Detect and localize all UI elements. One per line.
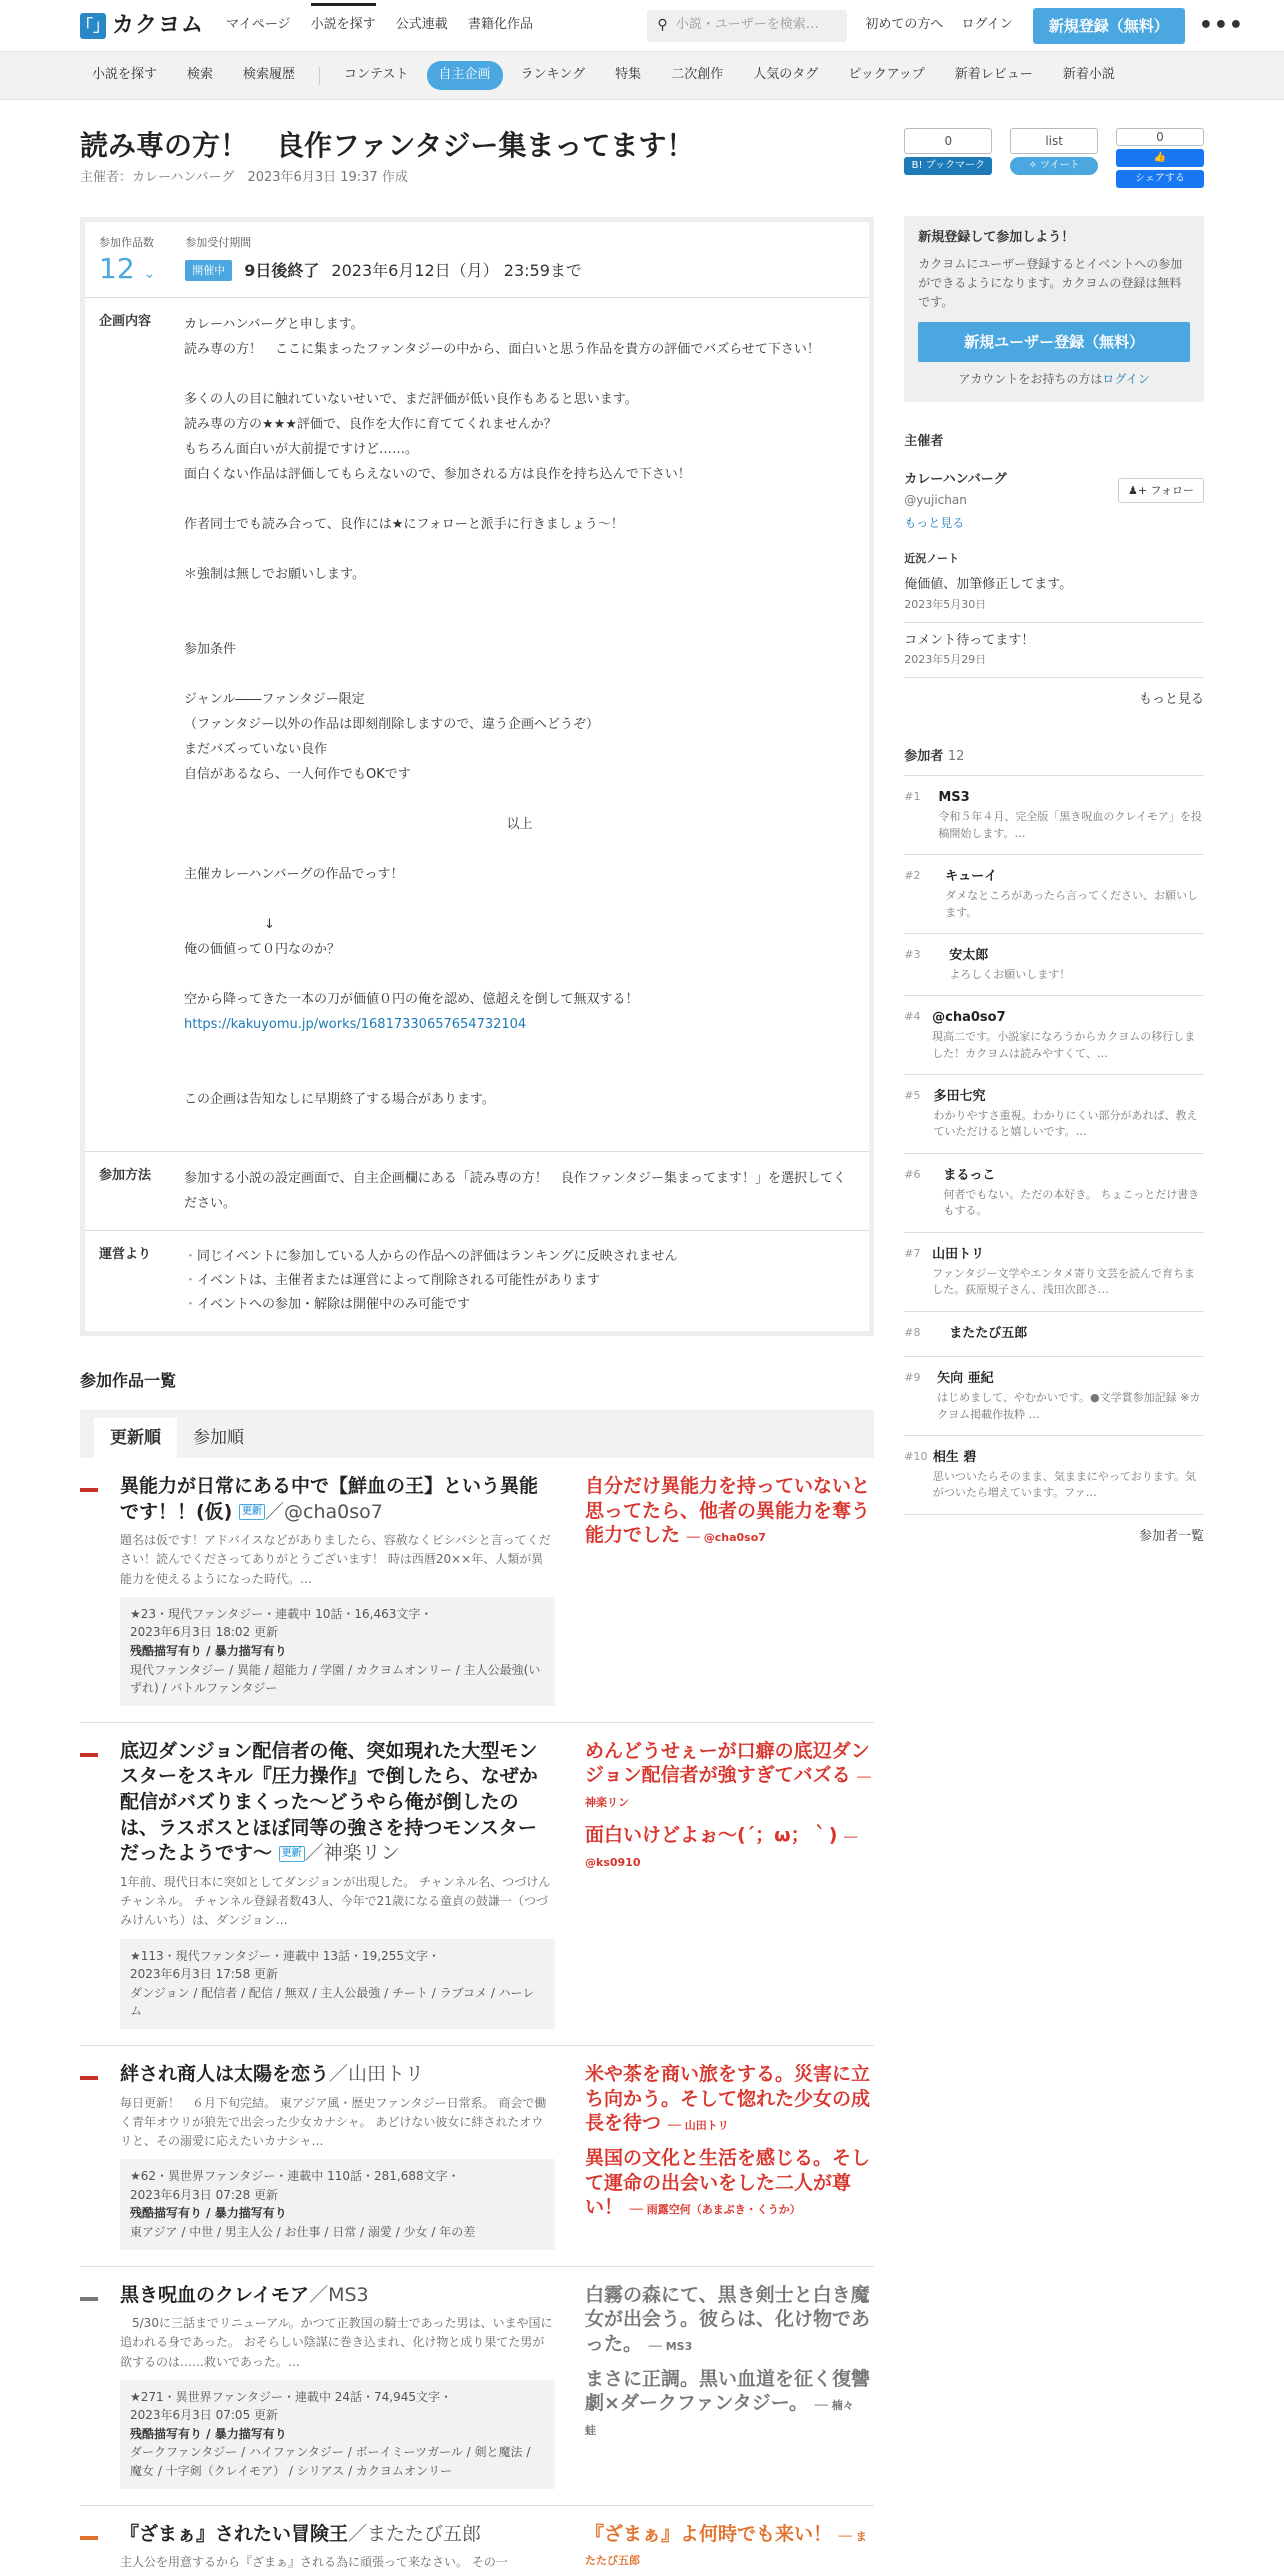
description-line: 参加条件: [184, 642, 237, 658]
description-line: 空から降ってきた一本の刀が価値０円の俺を認め、億超えを倒して無双する！: [184, 992, 639, 1008]
description-line: [184, 662, 855, 687]
participant-name[interactable]: 相生 碧: [932, 1450, 977, 1466]
work-author[interactable]: ／山田トリ: [329, 2062, 425, 2085]
review-catchphrase[interactable]: まさに正調。黒い血道を征く復讐劇×ダークファンタジー。 ── 楠々 蛙: [585, 2367, 871, 2437]
participant-name[interactable]: @cha0so7: [932, 1010, 1006, 1026]
participant-bio: はじめまして、やむかいです。●文学賞参加記録 ※カクヨム掲載作抜粋 …: [937, 1391, 1201, 1421]
review-author: ── 山田トリ: [667, 2119, 729, 2133]
review-author: ── @ks0910: [585, 1830, 858, 1869]
work-description: 5/30に三話までリニューアル。かつて正教国の騎士であった男は、いまや国に追われる身であった。 おそらしい陰謀に巻き込まれ、化け物と成り果てた男が欲するのは……救いであった。…: [120, 2316, 553, 2369]
work-title-text[interactable]: 黒き呪血のクレイモア: [120, 2283, 310, 2306]
work-title-text[interactable]: 絆され商人は太陽を恋う: [120, 2062, 330, 2085]
divider: [319, 67, 320, 85]
description-line: 読み専の方の★★★評価で、良作を大作に育ててくれませんか？: [184, 417, 557, 433]
participant-item[interactable]: [904, 1436, 1204, 1515]
main-column: [80, 128, 874, 2568]
site-header: [0, 0, 1284, 52]
participant-item[interactable]: [904, 1357, 1204, 1436]
work-title[interactable]: [120, 2522, 555, 2548]
participant-item[interactable]: [904, 1154, 1204, 1233]
participant-rank: #7: [904, 1246, 921, 1260]
description-line: [184, 587, 855, 612]
work-item: [80, 1458, 874, 1723]
description-line: [184, 487, 855, 512]
participant-item[interactable]: [904, 1075, 1204, 1154]
work-description: 1年前、現代日本に突如としてダンジョンが出現した。 チャンネル名、つづけんチャンネル。 チャンネル登録者数43人、今年で21歳になる童貞の鼓謙一（つづみけんいち）は、ダンジョン…: [120, 1874, 551, 1928]
work-title[interactable]: [120, 2283, 555, 2309]
review-catchphrase[interactable]: 異国の文化と生活を感じる。そして運命の出会いをした二人が尊い！ ── 雨露空何（あまぶき・くうか）: [585, 2146, 871, 2219]
review-catchphrase[interactable]: 白霧の森にて、黒き剣士と白き魔女が出会う。彼らは、化け物であった。 ── MS3: [585, 2283, 871, 2355]
participant-item[interactable]: [904, 996, 1204, 1075]
work-body: [98, 1474, 555, 1706]
more-menu-icon[interactable]: •••: [1198, 12, 1244, 38]
search-input[interactable]: ⚲ 小説・ユーザーを検索…: [647, 10, 847, 42]
subnav-new-novels[interactable]: 新着小説: [1062, 67, 1115, 83]
work-info2: 2023年6月3日 07:28 更新: [130, 2187, 279, 2202]
entry-period: 参加受付期間 開催中 9日後終了 2023年6月12日（月） 23:59まで: [185, 236, 582, 280]
review-author: ── 楠々 蛙: [585, 2399, 865, 2437]
tab-joined[interactable]: 参加順: [193, 1427, 244, 1448]
participant-rank: #2: [904, 869, 921, 883]
description-line: [184, 962, 855, 987]
nav-mypage[interactable]: マイページ: [226, 17, 291, 33]
follow-button[interactable]: ♟+ フォロー: [1118, 478, 1204, 504]
subnav-search[interactable]: 検索: [187, 67, 214, 83]
work-main: [80, 1474, 555, 1706]
work-main: [80, 1739, 555, 2029]
work-info: [120, 2159, 555, 2249]
description-line: カレーハンバーグと申します。: [184, 317, 364, 333]
facebook-share-button[interactable]: 0 👍 シェアする: [1116, 128, 1204, 188]
work-info: [120, 1939, 555, 2029]
participant-name[interactable]: 安太郎: [949, 948, 989, 964]
subnav-history[interactable]: 検索履歴: [243, 67, 296, 83]
like-icon: 👍: [1116, 149, 1204, 167]
description-line: まだバズっていない良作: [184, 742, 328, 758]
notes-heading: 近況ノート: [904, 551, 959, 565]
participants-list: [904, 776, 1204, 1514]
description-line: [184, 537, 855, 562]
work-info2: 2023年6月3日 18:02 更新: [130, 1625, 279, 1640]
description-line: [184, 612, 855, 637]
work-color-bar: [80, 2297, 98, 2301]
tab-updated[interactable]: 更新順: [94, 1418, 177, 1458]
review-catchphrase[interactable]: 米や茶を商い旅をする。災害に立ち向かう。そして惚れた少女の成長を待つ ── 山田トリ: [585, 2062, 871, 2135]
participant-rank: #5: [904, 1089, 921, 1103]
work-description: 題名は仮です！アドバイスなどがありましたら、容赦なくビシバシと言ってください！読んでくださってありがとうございます！ 時は西暦20××年、人類が異能力を使えるようになった時代。…: [120, 1533, 551, 1586]
participant-bio: ダメなところがあったら言ってください、お願いします。: [945, 889, 1199, 919]
subnav-features[interactable]: 特集: [615, 67, 642, 83]
participant-rank: #6: [904, 1167, 921, 1181]
participant-rank: #1: [904, 790, 921, 804]
work-author[interactable]: ／MS3: [309, 2283, 369, 2306]
work-info2: 2023年6月3日 17:58 更新: [130, 1967, 279, 1982]
entry-count[interactable]: 参加作品数 12 ⌄: [99, 236, 156, 285]
logo-text: カクヨム: [112, 12, 205, 38]
review-catchphrase[interactable]: 『ざまぁ』よ何時でも来い！ ── またたび五郎: [585, 2522, 867, 2568]
participant-bio: 思いついたらそのまま、気ままにやっております。気がついたら増えています。ファ…: [932, 1469, 1196, 1500]
review-catchphrase[interactable]: 自分だけ異能力を持っていないと思ってたら、他者の異能力を奪う能力でした ── @cha0so7: [585, 1474, 871, 1547]
participant-name[interactable]: 山田トリ: [932, 1246, 985, 1262]
nav-official[interactable]: 公式連載: [395, 17, 448, 33]
work-item: [80, 2506, 874, 2568]
work-title-text[interactable]: 『ざまぁ』されたい冒険王: [120, 2522, 349, 2545]
how-to-join: 参加方法 参加する小説の設定画面で、自主企画欄にある「読み専の方！ 良作ファンタジー集まってます！」を選択してください。: [85, 1151, 869, 1230]
logo-mark: 「」: [80, 13, 106, 39]
note-item[interactable]: 俺価値、加筆修正してます。 2023年5月30日: [904, 567, 1204, 622]
work-info1: ★113・現代ファンタジー・連載中 13話・19,255文字・: [130, 1948, 441, 1963]
description-line: 作者同士でも読み合って、良作には★にフォローと派手に行きましょう〜！: [184, 517, 624, 533]
participant-bio: 現高二です。小説家になろうからカクヨムの移行しました！カクヨムは読みやすくて、…: [932, 1030, 1196, 1060]
work-info2: 2023年6月3日 07:05 更新: [130, 2408, 279, 2423]
updated-badge: 更新: [239, 1504, 265, 1520]
work-tags: ダンジョン / 配信者 / 配信 / 無双 / 主人公最強 / チート / ラブコメ / ハーレム: [130, 1985, 535, 2019]
work-info: [120, 2380, 555, 2489]
work-description: 主人公を用意するから『ざまぁ』される為に頑張って来なさい。 その一: [120, 2555, 508, 2568]
sidebar: 0 B! ブックマーク list ✧ ツイート 0 👍 シェアする 新規登録して参加しよう！ カクヨムにユーザー登録するとイベントへの参加ができるようになります。カクヨムの登録は無料です。 新規ユーザー登録（無料） アカウントをお持ちの方はログイン 主催者 カレーハンバーグ @yujichan ♟+ フォロー もっと見る 近況ノート 俺価値、加筆修正してます。 2023年5月30日 コメント待ってます！ 2023年5月29日 もっと見る 参加者 12 #1 MS3 令和５年４月、完全版「黒き呪血のクレイモア」を投稿開始します。… #2 キューイ ダメなところがあったら言ってください、お願いします。 #3 安太郎 よろしくお願いします！ #4 @cha0so7 現高二です。小説家になろうからカクヨムの移行しました！カクヨムは読みやすくて、… #5 多田七究 わかりやすさ重視。わかりにくい部分があれば、教えていただけると嬉しいです。… #6 まるっこ 何者でもない。ただの本好き。 ちょこっとだけ書きもする。 #7 山田トリ ファンタジー文学やエンタメ寄り文芸を読んで育ちました。荻原規子さん、浅田次郎さ… #8 またたび五郎 #9 矢向 亜紀 はじめまして、やむかいです。●文学賞参加記録 ※カクヨム掲載作抜粋 … #10 相生 碧 思いついたらそのまま、気ままにやっております。気がついたら増えています。ファ… 参加者一覧: [904, 128, 1204, 2568]
work-main: [80, 2522, 555, 2568]
tweet-button[interactable]: list ✧ ツイート: [1010, 128, 1098, 188]
work-body: [98, 2283, 555, 2489]
participant-name[interactable]: 多田七究: [933, 1089, 986, 1105]
register-user-button[interactable]: 新規ユーザー登録（無料）: [918, 322, 1190, 362]
description-line: 俺の価値って０円なのか？: [184, 942, 341, 958]
subnav-user-events[interactable]: 自主企画: [427, 61, 503, 90]
participant-item[interactable]: [904, 1233, 1204, 1312]
chevron-down-icon: ⌄: [143, 265, 156, 282]
review-author: ── またたび五郎: [585, 2529, 867, 2568]
work-info: [120, 1597, 555, 1706]
share-buttons: [904, 128, 1204, 188]
work-author[interactable]: ／神楽リン: [304, 1842, 400, 1865]
participant-name[interactable]: キューイ: [945, 869, 998, 885]
hatena-bookmark-button[interactable]: 0 B! ブックマーク: [904, 128, 992, 188]
updated-badge: 更新: [279, 1846, 305, 1862]
sort-tabs: [80, 1410, 874, 1458]
work-tags: 現代ファンタジー / 異能 / 超能力 / 学園 / カクヨムオンリー / 主人公最強(いずれ) / バトルファンタジー: [130, 1662, 541, 1696]
work-link[interactable]: https://kakuyomu.jp/works/16817330657654732104: [184, 1017, 527, 1033]
description-line: もちろん面白いが大前提ですけど……。: [184, 442, 419, 458]
work-title[interactable]: [120, 1739, 555, 1867]
page-title: 読み専の方！ 良作ファンタジー集まってます！: [80, 129, 695, 162]
work-item: [80, 2267, 874, 2506]
participants-all-link[interactable]: 参加者一覧: [1138, 1528, 1204, 1544]
status-badge: 開催中: [185, 260, 232, 282]
work-reviews: [555, 1474, 874, 1706]
search-icon: ⚲: [657, 17, 668, 34]
work-title-text[interactable]: 異能力が日常にある中で【鮮血の王】という異能です！！(仮): [120, 1474, 539, 1523]
participant-name[interactable]: またたび五郎: [949, 1325, 1028, 1341]
work-reviews: [555, 2283, 874, 2489]
host-more-link[interactable]: もっと見る: [904, 516, 965, 531]
work-title[interactable]: [120, 2062, 555, 2088]
work-item: [80, 1723, 874, 2046]
subnav-fanfic[interactable]: 二次創作: [671, 67, 724, 83]
participant-rank: #3: [904, 948, 921, 962]
description-line: 自信があるなら、一人何作でもOKです: [184, 767, 411, 783]
work-title-text[interactable]: 底辺ダンジョン配信者の俺、突如現れた大型モンスターをスキル『圧力操作』で倒したら、なぜか配信がバズりまくった〜どうやら俺が倒したのは、ラスボスとほぼ同等の強さを持つモンスターだったようです〜: [120, 1739, 538, 1865]
work-color-bar: [80, 2536, 98, 2540]
participant-rank: #8: [904, 1325, 921, 1339]
review-author: ── 雨露空何（あまぶき・くうか）: [629, 2203, 801, 2217]
work-info1: ★62・異世界ファンタジー・連載中 110話・281,688文字・: [130, 2169, 460, 2184]
participant-rank: #10: [904, 1450, 928, 1464]
subnav-tags[interactable]: 人気のタグ: [753, 67, 819, 83]
participant-item[interactable]: [904, 855, 1204, 934]
participant-name[interactable]: 矢向 亜紀: [937, 1371, 994, 1387]
review-catchphrase[interactable]: 面白いけどよぉ〜(´；ω；｀) ── @ks0910: [585, 1823, 858, 1869]
work-main: [80, 2283, 555, 2489]
nav-books[interactable]: 書籍化作品: [467, 17, 533, 33]
participant-bio: 令和５年４月、完全版「黒き呪血のクレイモア」を投稿開始します。…: [938, 810, 1202, 840]
participant-item[interactable]: [904, 776, 1204, 855]
work-color-bar: [80, 2076, 98, 2080]
admin-notice: 運営より ・ 同じイベントに参加している人からの作品への評価はランキングに反映されません ・ イベントは、主催者または運営によって削除される可能性があります ・ イベントへの参加・解除は開催中のみ可能です: [85, 1230, 869, 1331]
participant-name[interactable]: まるっこ: [943, 1167, 996, 1183]
participant-item[interactable]: [904, 934, 1204, 996]
works-list: [80, 1458, 874, 2568]
review-author: ── MS3: [648, 2339, 693, 2353]
work-info1: ★271・異世界ファンタジー・連載中 24話・74,945文字・: [130, 2389, 453, 2404]
review-author: ── 神楽リン: [585, 1771, 871, 1810]
first-time-link[interactable]: 初めての方へ: [865, 17, 944, 33]
twitter-icon: ✧: [1028, 160, 1037, 171]
note-item[interactable]: コメント待ってます！ 2023年5月29日: [904, 623, 1204, 678]
participant-bio: 何者でもない。ただの本好き。 ちょこっとだけ書きもする。: [943, 1187, 1200, 1218]
description-line: 面白くない作品は評価してもらえないので、参加される方は良作を持ち込んで下さい！: [184, 467, 691, 483]
work-tags: 東アジア / 中世 / 男主人公 / お仕事 / 日常 / 溺愛 / 少女 / 年の差: [130, 2224, 476, 2239]
work-reviews: [555, 2522, 874, 2568]
subnav-find[interactable]: 小説を探す: [92, 67, 158, 83]
work-tags: ダークファンタジー / ハイファンタジー / ボーイミーツガール / 剣と魔法 / 魔女 / 十字剣（クレイモア） / シリアス / カクヨムオンリー: [130, 2445, 531, 2479]
nav-find-novels[interactable]: 小説を探す: [311, 3, 376, 46]
work-color-bar: [80, 1753, 98, 1757]
participants-heading: 参加者 12: [904, 747, 1204, 777]
description-line: ＊強制は無しでお願いします。: [184, 567, 365, 583]
event-meta: 主催者：カレーハンバーグ 2023年6月3日 19:37 作成: [80, 170, 408, 186]
event-detail-box: [80, 217, 874, 1336]
sub-nav: [0, 52, 1284, 100]
participant-name[interactable]: MS3: [938, 790, 970, 806]
description-line: 多くの人の目に触れていないせいで、まだ評価が低い良作もあると思います。: [184, 392, 638, 408]
participant-item[interactable]: [904, 1312, 1204, 1358]
work-reviews: [555, 1739, 874, 2029]
event-description: 企画内容 カレーハンバーグと申します。 読み専の方！ ここに集まったファンタジーの中から、面白いと思う作品を貴方の評価でバズらせて下さい！ 多くの人の目に触れていないせいで、まだ評価が低い良作もあると思います。 読み専の方の★★★評価で、良作を大作に育ててくれませんか？ もちろん面白いが大前提ですけど……。 面白くない作品は評価してもらえないので、参加される方は良作を持ち込んで下さい！ 作者同士でも読み合って、良作には★にフォローと派手に行きましょう〜！ ＊強制は無しでお願いします。 参加条件 ジャンル――ファンタジー限定 （ファンタジー以外の作品は即刻削除しますので、違う企画へどうぞ） まだバズっていない良作 自信があるなら、一人何作でもOKです 以上 主催カレーハンバーグの作品でっす！ ↓ 俺の価値って０円なのか？ 空から降ってきた一本の刀が価値０円の俺を認め、億超えを倒して無双する！ https://kakuyomu.jp/works/16817330657654732104 この企画は告知なしに早期終了する場合があります。: [85, 297, 869, 1151]
description-line: [184, 362, 855, 387]
work-author[interactable]: ／またたび五郎: [348, 2522, 482, 2545]
notes-more-link[interactable]: もっと見る: [1138, 691, 1204, 707]
participant-bio: よろしくお願いします！: [949, 967, 1071, 981]
participant-bio: わかりやすさ重視。わかりにくい部分があれば、教えていただけると嬉しいです。…: [933, 1108, 1198, 1139]
user-plus-icon: ♟+: [1127, 483, 1148, 497]
participant-rank: #9: [904, 1371, 921, 1385]
work-info1: ★23・現代ファンタジー・連載中 10話・16,463文字・: [130, 1606, 433, 1621]
logo[interactable]: [77, 8, 205, 43]
register-panel: 新規登録して参加しよう！ カクヨムにユーザー登録するとイベントへの参加ができるようになります。カクヨムの登録は無料です。 新規ユーザー登録（無料） アカウントをお持ちの方はログイン: [904, 216, 1204, 402]
work-body: [98, 1739, 555, 2029]
work-body: [98, 2522, 555, 2568]
work-info3: 残酷描写有り / 暴力描写有り: [130, 1644, 287, 1658]
review-catchphrase[interactable]: めんどうせぇーが口癖の底辺ダンジョン配信者が強すぎてバズる ── 神楽リン: [585, 1739, 871, 1810]
work-description: 毎日更新！ ６月下旬完結。 東アジア風・歴史ファンタジー日常系。 商会で働く青年オウリが狼先で出会った少女カナシャ。 あどけない彼女に絆されたオウリと、その溺愛に応えたいカナシャ…: [120, 2095, 547, 2148]
subnav-reviews[interactable]: 新着レビュー: [954, 67, 1033, 83]
host-heading: 主催者: [904, 433, 944, 449]
register-button[interactable]: 新規登録（無料）: [1033, 8, 1185, 44]
work-info3: 残酷描写有り / 暴力描写有り: [130, 2206, 287, 2221]
description-line: ジャンル――ファンタジー限定: [184, 692, 365, 708]
login-link[interactable]: ログイン: [961, 17, 1013, 33]
sidebar-login-link[interactable]: ログイン: [1102, 372, 1150, 387]
work-body: [98, 2062, 555, 2250]
work-main: [80, 2062, 555, 2250]
work-reviews: [555, 2062, 874, 2250]
description-line: （ファンタジー以外の作品は即刻削除しますので、違う企画へどうぞ）: [184, 717, 599, 733]
subnav-ranking[interactable]: ランキング: [520, 67, 586, 83]
work-author[interactable]: ／@cha0so7: [265, 1500, 383, 1523]
work-info3: 残酷描写有り / 暴力描写有り: [130, 2426, 287, 2441]
subnav-contest[interactable]: コンテスト: [344, 67, 409, 83]
description-line: 読み専の方！ ここに集まったファンタジーの中から、面白いと思う作品を貴方の評価でバズらせて下さい！: [184, 342, 820, 358]
work-item: [80, 2046, 874, 2267]
review-author: ── @cha0so7: [686, 1531, 766, 1545]
host-name[interactable]: カレーハンバーグ: [904, 472, 1007, 488]
work-color-bar: [80, 1488, 98, 1492]
participant-rank: #4: [904, 1010, 921, 1024]
participant-bio: ファンタジー文学やエンタメ寄り文芸を読んで育ちました。荻原規子さん、浅田次郎さ…: [932, 1266, 1196, 1297]
works-heading: 参加作品一覧: [80, 1371, 177, 1391]
subnav-pickup[interactable]: ピックアップ: [848, 67, 925, 83]
main-nav: [226, 15, 549, 36]
work-title[interactable]: [120, 1474, 555, 1525]
